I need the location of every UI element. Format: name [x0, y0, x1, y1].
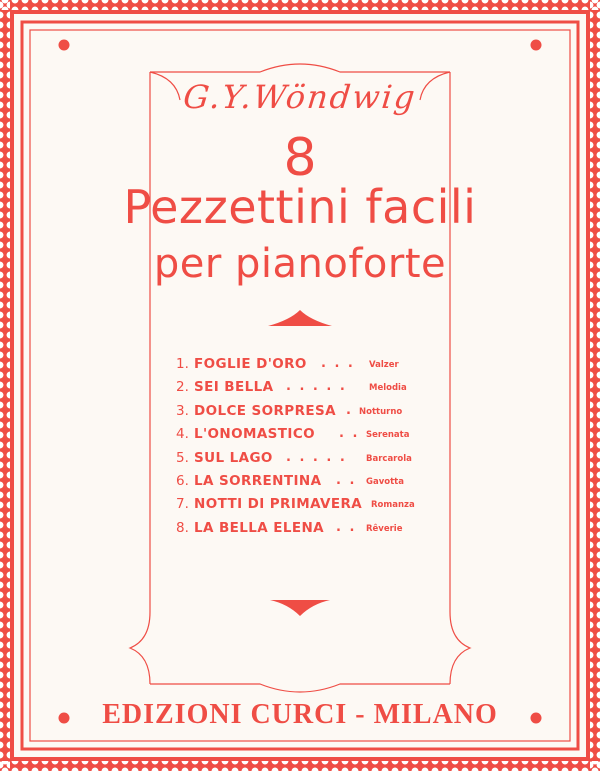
item-dots: . . . . .: [286, 449, 347, 465]
item-dots: . . . . .: [286, 379, 347, 395]
item-title: DOLCE SORPRESA: [194, 402, 336, 419]
item-genre: Gavotta: [366, 476, 404, 487]
item-title: NOTTI DI PRIMAVERA: [194, 496, 363, 513]
list-item: [176, 403, 446, 426]
list-item: [176, 426, 446, 449]
item-genre: Melodia: [369, 383, 407, 394]
lower-ornament-icon: [270, 600, 330, 616]
item-number: 5.: [176, 449, 189, 466]
item-number: 2.: [176, 379, 189, 396]
item-number: 4.: [176, 426, 189, 443]
item-title: L'ONOMASTICO: [194, 426, 316, 443]
cartouche-top: [150, 64, 450, 72]
list-item: [176, 496, 446, 519]
item-genre: Romanza: [371, 500, 415, 511]
cartouche-bottom: [150, 684, 450, 692]
item-dots: . .: [336, 519, 357, 535]
item-title: LA SORRENTINA: [194, 472, 322, 489]
item-number: 1.: [176, 356, 189, 372]
item-genre: Barcarola: [366, 453, 412, 464]
composer-name: G.Y.Wöndwig: [181, 78, 419, 116]
cover-title: Pezzettini facili: [123, 180, 477, 234]
item-dots: . .: [339, 426, 360, 442]
item-title: LA BELLA ELENA: [194, 519, 325, 536]
list-item: [176, 473, 446, 496]
publisher-name: EDIZIONI CURCI - MILANO: [102, 699, 498, 730]
item-genre: Valzer: [369, 360, 399, 370]
item-dots: . . .: [321, 356, 355, 371]
item-number: 6.: [176, 472, 189, 489]
item-genre: Serenata: [366, 430, 410, 441]
item-number: 3.: [176, 402, 189, 419]
list-item: [176, 379, 446, 402]
item-dots: . .: [336, 472, 357, 488]
item-genre: Rêverie: [366, 523, 403, 534]
corner-dot-icon: [531, 40, 542, 51]
upper-ornament-icon: [268, 310, 332, 326]
item-number: 8.: [176, 519, 189, 536]
item-number: 7.: [176, 496, 189, 513]
item-title: SUL LAGO: [194, 449, 273, 466]
list-item: [176, 520, 446, 543]
contents-list: [176, 356, 446, 543]
item-title: FOGLIE D'ORO: [194, 356, 307, 372]
item-title: SEI BELLA: [194, 379, 274, 396]
list-item: [176, 450, 446, 473]
corner-dot-icon: [59, 40, 70, 51]
list-item: [176, 356, 446, 379]
item-genre: Notturno: [359, 406, 403, 417]
piece-count: 8: [283, 128, 317, 188]
cover-subtitle: per pianoforte: [153, 241, 447, 287]
item-dots: .: [346, 402, 353, 418]
